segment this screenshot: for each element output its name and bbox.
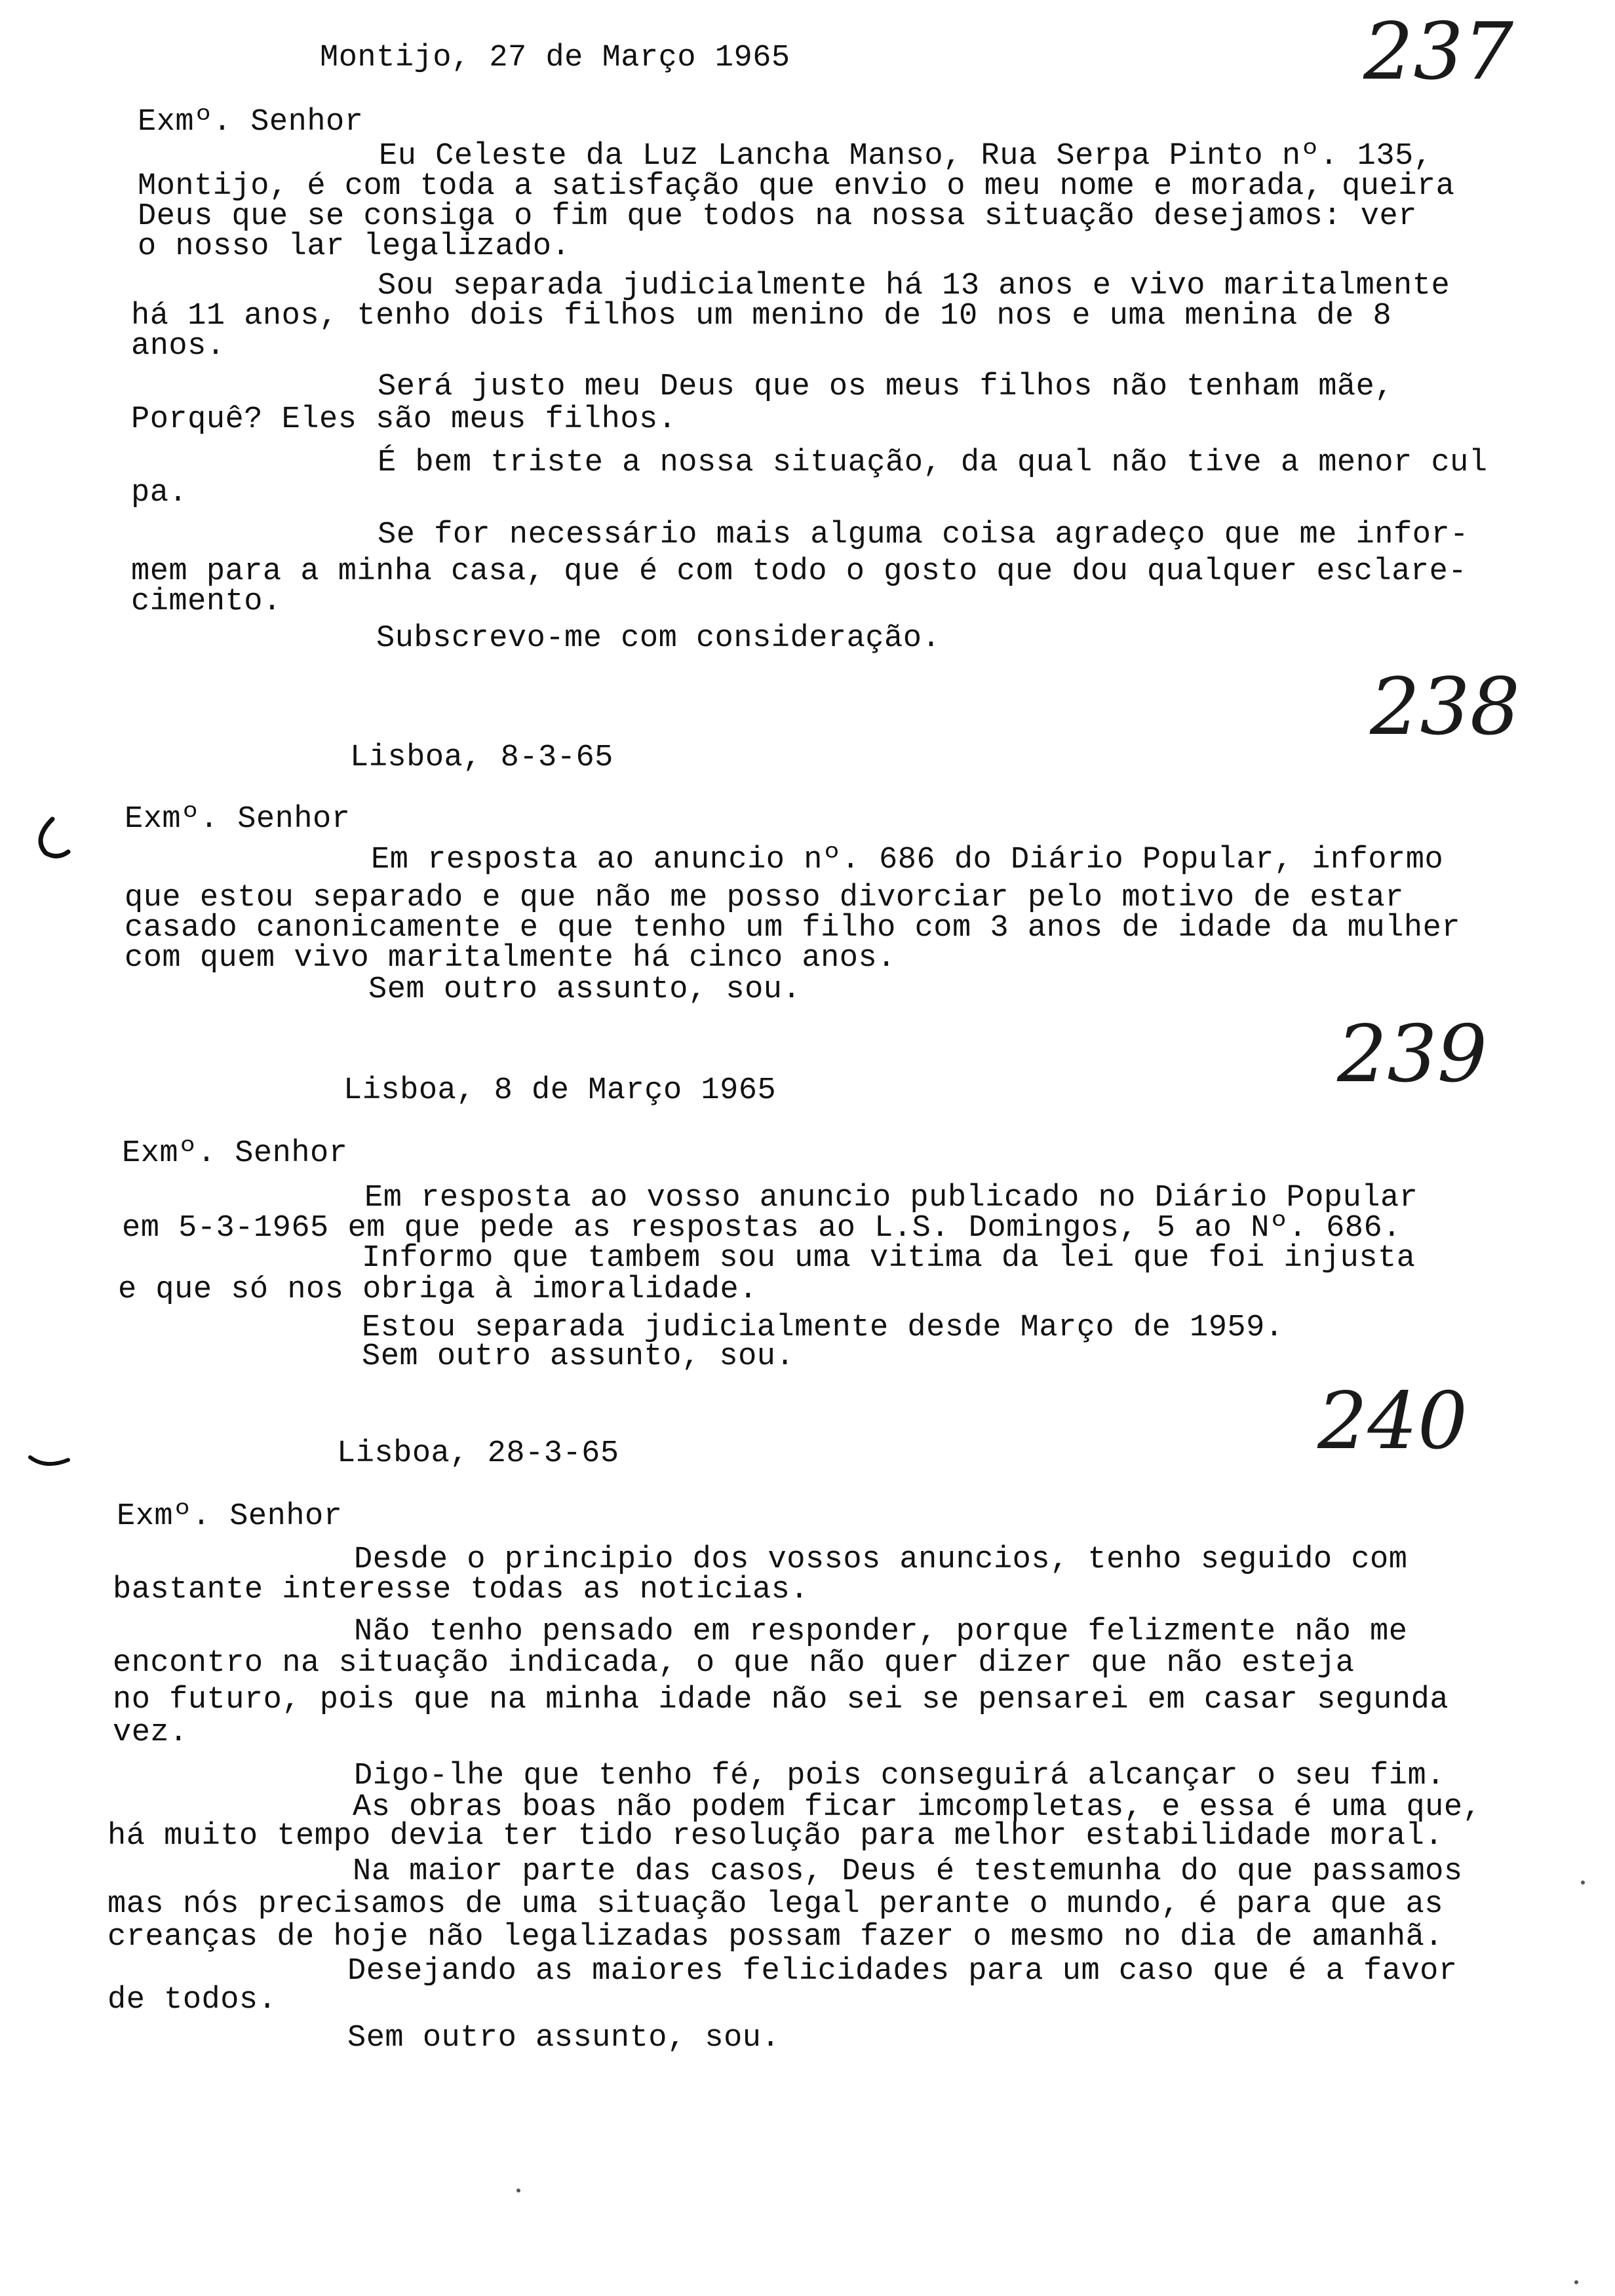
letter-line: Sem outro assunto, sou. <box>347 2021 781 2056</box>
letter-dateline: Lisboa, 8 de Março 1965 <box>343 1073 777 1108</box>
letter-line: e que só nos obriga à imoralidade. <box>118 1272 758 1307</box>
letter-line: que estou separado e que não me posso divorciar pelo motivo de estar <box>125 881 1404 915</box>
letter-salutation: Exmº. Senhor <box>125 802 351 837</box>
letter-salutation: Exmº. Senhor <box>122 1136 348 1171</box>
letter-line: há muito tempo devia ter tido resolução para melhor estabilidade moral. <box>107 1819 1444 1854</box>
letter-line: pa. <box>131 476 188 510</box>
letter-dateline: Montijo, 27 de Março 1965 <box>320 41 790 75</box>
letter-line: creanças de hoje não legalizadas possam fazer o mesmo no dia de amanhã. <box>107 1920 1444 1955</box>
scan-speck <box>1574 2280 1578 2284</box>
handwritten-number: 237 <box>1363 7 1514 98</box>
handwritten-number: 239 <box>1337 1009 1488 1100</box>
letter-line: É bem triste a nossa situação, da qual não tive a menor cul <box>378 446 1488 480</box>
letter-line: Será justo meu Deus que os meus filhos não tenham mãe, <box>378 370 1394 404</box>
handwritten-number: 240 <box>1317 1376 1468 1467</box>
letter-dateline: Lisboa, 8-3-65 <box>350 740 613 775</box>
letter-line: o nosso lar legalizado. <box>138 229 571 264</box>
letter-salutation: Exmº. Senhor <box>117 1499 343 1534</box>
letter-line: Não tenho pensado em responder, porque felizmente não me <box>354 1615 1408 1649</box>
letter-line: Informo que tambem sou uma vitima da lei que foi injusta <box>362 1241 1416 1276</box>
letter-line: Na maior parte das casos, Deus é testemunha do que passamos <box>353 1854 1463 1889</box>
letter-line: há 11 anos, tenho dois filhos um menino de 10 nos e uma menina de 8 <box>131 299 1392 334</box>
letter-line: Desde o principio dos vossos anuncios, tenho seguido com <box>354 1542 1408 1577</box>
letter-line: vez. <box>113 1715 188 1750</box>
letter-line: Montijo, é com toda a satisfação que envio o meu nome e morada, queira <box>138 169 1455 204</box>
letter-line: Em resposta ao vosso anuncio publicado no Diário Popular <box>364 1181 1418 1215</box>
letter-line: As obras boas não podem ficar imcompletas, e essa é uma que, <box>353 1790 1482 1825</box>
letter-dateline: Lisboa, 28-3-65 <box>337 1436 619 1471</box>
letter-line: bastante interesse todas as noticias. <box>113 1573 809 1607</box>
letter-salutation: Exmº. Senhor <box>138 105 364 140</box>
letter-line: casado canonicamente e que tenho um filho com 3 anos de idade da mulher <box>125 911 1461 946</box>
letter-line: Estou separada judicialmente desde Março de 1959. <box>362 1311 1284 1345</box>
handwritten-number: 238 <box>1370 662 1521 753</box>
scan-speck <box>516 2189 520 2192</box>
letter-line: cimento. <box>131 584 282 619</box>
letter-line: no futuro, pois que na minha idade não sei se pensarei em casar segunda <box>113 1683 1449 1717</box>
letter-line: Porquê? Eles são meus filhos. <box>131 402 677 437</box>
letter-line: Desejando as maiores felicidades para um caso que é a favor <box>347 1954 1458 1989</box>
letter-line: Deus que se consiga o fim que todos na nossa situação desejamos: ver <box>138 199 1417 234</box>
punch-hole-mark <box>26 813 72 865</box>
letter-line: com quem vivo maritalmente há cinco anos. <box>125 941 896 976</box>
letter-line: Digo-lhe que tenho fé, pois conseguirá alcançar o seu fim. <box>354 1759 1445 1793</box>
letter-line: mas nós precisamos de uma situação legal perante o mundo, é para que as <box>107 1887 1444 1922</box>
letter-line: Em resposta ao anuncio nº. 686 do Diário Popular, informo <box>371 843 1444 877</box>
letter-line: encontro na situação indicada, o que não quer dizer que não esteja <box>113 1646 1355 1681</box>
letter-line: Se for necessário mais alguma coisa agradeço que me infor- <box>378 518 1469 552</box>
letter-line: de todos. <box>107 1983 277 2018</box>
letter-line: Subscrevo-me com consideração. <box>376 621 941 656</box>
letter-line: Sem outro assunto, sou. <box>368 972 802 1007</box>
scan-speck <box>1581 1881 1585 1885</box>
punch-hole-mark <box>26 1448 72 1474</box>
letter-line: anos. <box>131 329 225 364</box>
letter-line: Sem outro assunto, sou. <box>362 1339 795 1374</box>
letter-line: em 5-3-1965 em que pede as respostas ao L.S. Domingos, 5 ao Nº. 686. <box>122 1211 1401 1246</box>
letter-line: Eu Celeste da Luz Lancha Manso, Rua Serpa Pinto nº. 135, <box>379 139 1433 174</box>
letter-line: Sou separada judicialmente há 13 anos e vivo maritalmente <box>378 269 1450 303</box>
letter-line: mem para a minha casa, que é com todo o gosto que dou qualquer esclare- <box>131 554 1468 589</box>
